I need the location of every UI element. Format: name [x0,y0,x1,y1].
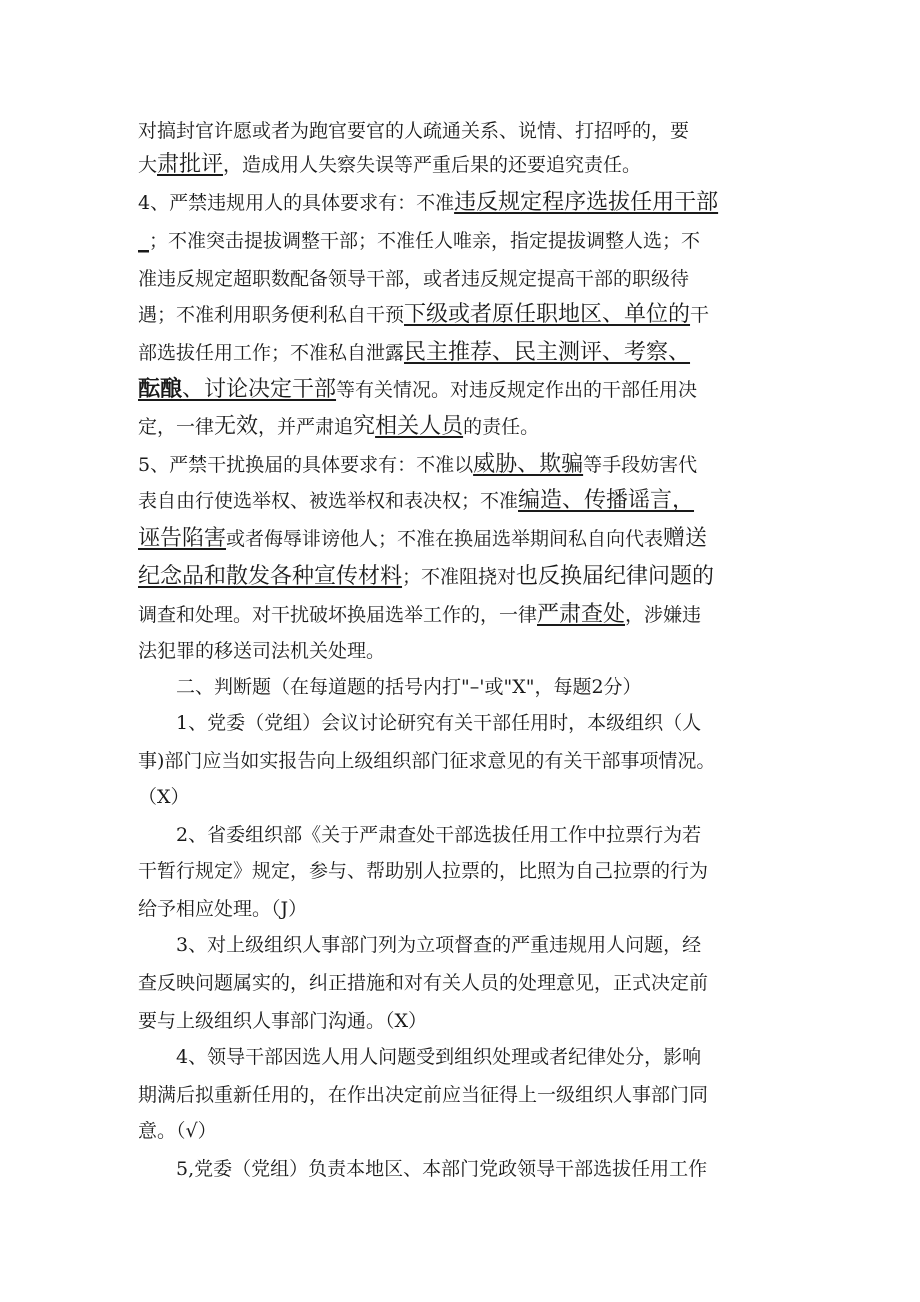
underlined-answer: 严肃查处 [537,602,626,627]
text: 部选拔任用工作；不准私自泄露 [138,342,405,364]
text: 4、领导干部因选人用人问题受到组织处理或者纪律处分，影响 [176,1046,702,1068]
underlined-answer: 、讨论决定干部 [182,377,337,402]
underlined-answer: 诬告陷害 [138,526,227,551]
underlined-answer: 肃批评 [157,152,224,177]
text: ，造成用人失察失误等严重后果的还要追究责任。 [223,154,642,176]
heading-text: 二、判断题（在每道题的括号内打"–'或"X"，每题2分） [176,676,642,698]
text: ；不准突击提拔调整干部；不准任人唯亲，指定提拔调整人选；不 [149,230,701,252]
text: 准违反规定超职数配备领导干部，或者违反规定提高干部的职级待 [138,268,690,290]
text: ；不准阻挠对 [402,566,517,588]
q2-line-2 [138,856,708,886]
item4-line-7 [138,412,539,442]
text: 干暂行规定》规定，参与、帮助别人拉票的，比照为自己拉票的行为 [138,860,709,882]
underlined-answer: 威胁、欺骗 [473,452,584,477]
underlined-answer: 下级或者原任职地区、单位的 [404,302,691,327]
q4-line-1 [176,1042,701,1072]
text: 5,党委（党组）负责本地区、本部门党政领导干部选拔任用工作 [176,1158,708,1180]
q4-line-3 [138,1116,217,1146]
q3-line-3 [138,1006,427,1036]
text: ，并严肃追 [258,416,354,438]
text: 4、严禁违规用人的具体要求有：不准 [138,192,455,214]
underlined-answer: 酝酿 [138,376,183,402]
item3-line-2 [138,150,641,180]
q3-line-2 [138,968,708,998]
text: 意。（√） [138,1120,217,1142]
text: 期满后拟重新任用的，在作出决定前应当征得上一级组织人事部门同 [138,1084,709,1106]
text: 遇；不准利用职务便利私自干预 [138,304,405,326]
text: ，涉嫌违 [625,604,702,626]
item5-line-4 [138,562,714,592]
item4-line-1 [138,188,718,218]
underlined-answer: _ [138,228,149,253]
text: 无效 [214,414,259,439]
text: 赠送 [663,526,708,551]
item3-line-1 [138,116,689,146]
text: 要与上级组织人事部门沟通。（X） [138,1010,428,1032]
text: 表自由行使选举权、被选举权和表决权；不准 [138,490,519,512]
text: 法犯罪的移送司法机关处理。 [138,640,386,662]
text: 等有关情况。对违反规定作出的干部任用决 [336,379,698,401]
underlined-answer: 违反规定程序选拔任用干部 [454,190,719,215]
item5-line-6 [138,636,385,666]
item4-line-2 [138,226,700,256]
item4-line-6 [138,374,697,405]
underlined-answer: 纪念品和散发各种宣传材料 [138,564,403,589]
text: 的责任。 [463,416,540,438]
item5-line-5 [138,600,701,630]
q1-line-1 [176,708,701,738]
text: 事)部门应当如实报告向上级组织部门征求意见的有关干部事项情况。 [138,750,716,772]
item5-line-3 [138,524,707,554]
underlined-answer: 编造、传播谣言， [518,488,695,513]
text: 定，一律 [138,416,215,438]
text: 1、党委（党组）会议讨论研究有关干部任用时，本级组织（人 [176,712,702,734]
text: 5、严禁干扰换届的具体要求有：不准以 [138,454,474,476]
item4-line-3 [138,264,689,294]
q5-line-1 [176,1154,707,1184]
text: 等手段妨害代 [583,454,698,476]
item4-line-4 [138,300,709,330]
q4-line-2 [138,1080,708,1110]
q3-line-1 [176,930,701,960]
text: 究 [353,414,376,439]
text: 大 [138,154,158,176]
q1-line-3 [138,782,190,812]
text: 调查和处理。对干扰破坏换届选举工作的，一律 [138,604,538,626]
answer-mark: （X） [138,786,190,808]
item5-line-1 [138,450,697,480]
item5-line-2 [138,486,694,516]
text: 干 [690,304,710,326]
text: 对搞封官许愿或者为跑官要官的人疏通关系、说情、打招呼的，要 [138,120,690,142]
text: 2、省委组织部《关于严肃查处干部选拔任用工作中拉票行为若 [176,824,702,846]
text: 给予相应处理。（J） [138,898,308,920]
q1-line-2 [138,746,715,776]
underlined-answer: 相关人员 [375,414,464,439]
text: 也反换届纪律问题的 [516,564,715,589]
underlined-answer: 民主推荐、民主测评、考察、 [404,340,691,365]
q2-line-1 [176,820,701,850]
text: 查反映问题属实的，纠正措施和对有关人员的处理意见，正式决定前 [138,972,709,994]
text: 或者侮辱诽谤他人；不准在换届选举期间私自向代表 [226,528,664,550]
item4-line-5 [138,338,690,368]
text: 3、对上级组织人事部门列为立项督查的严重违规用人问题，经 [176,934,702,956]
q2-line-3 [138,894,307,924]
section-heading [176,672,642,702]
